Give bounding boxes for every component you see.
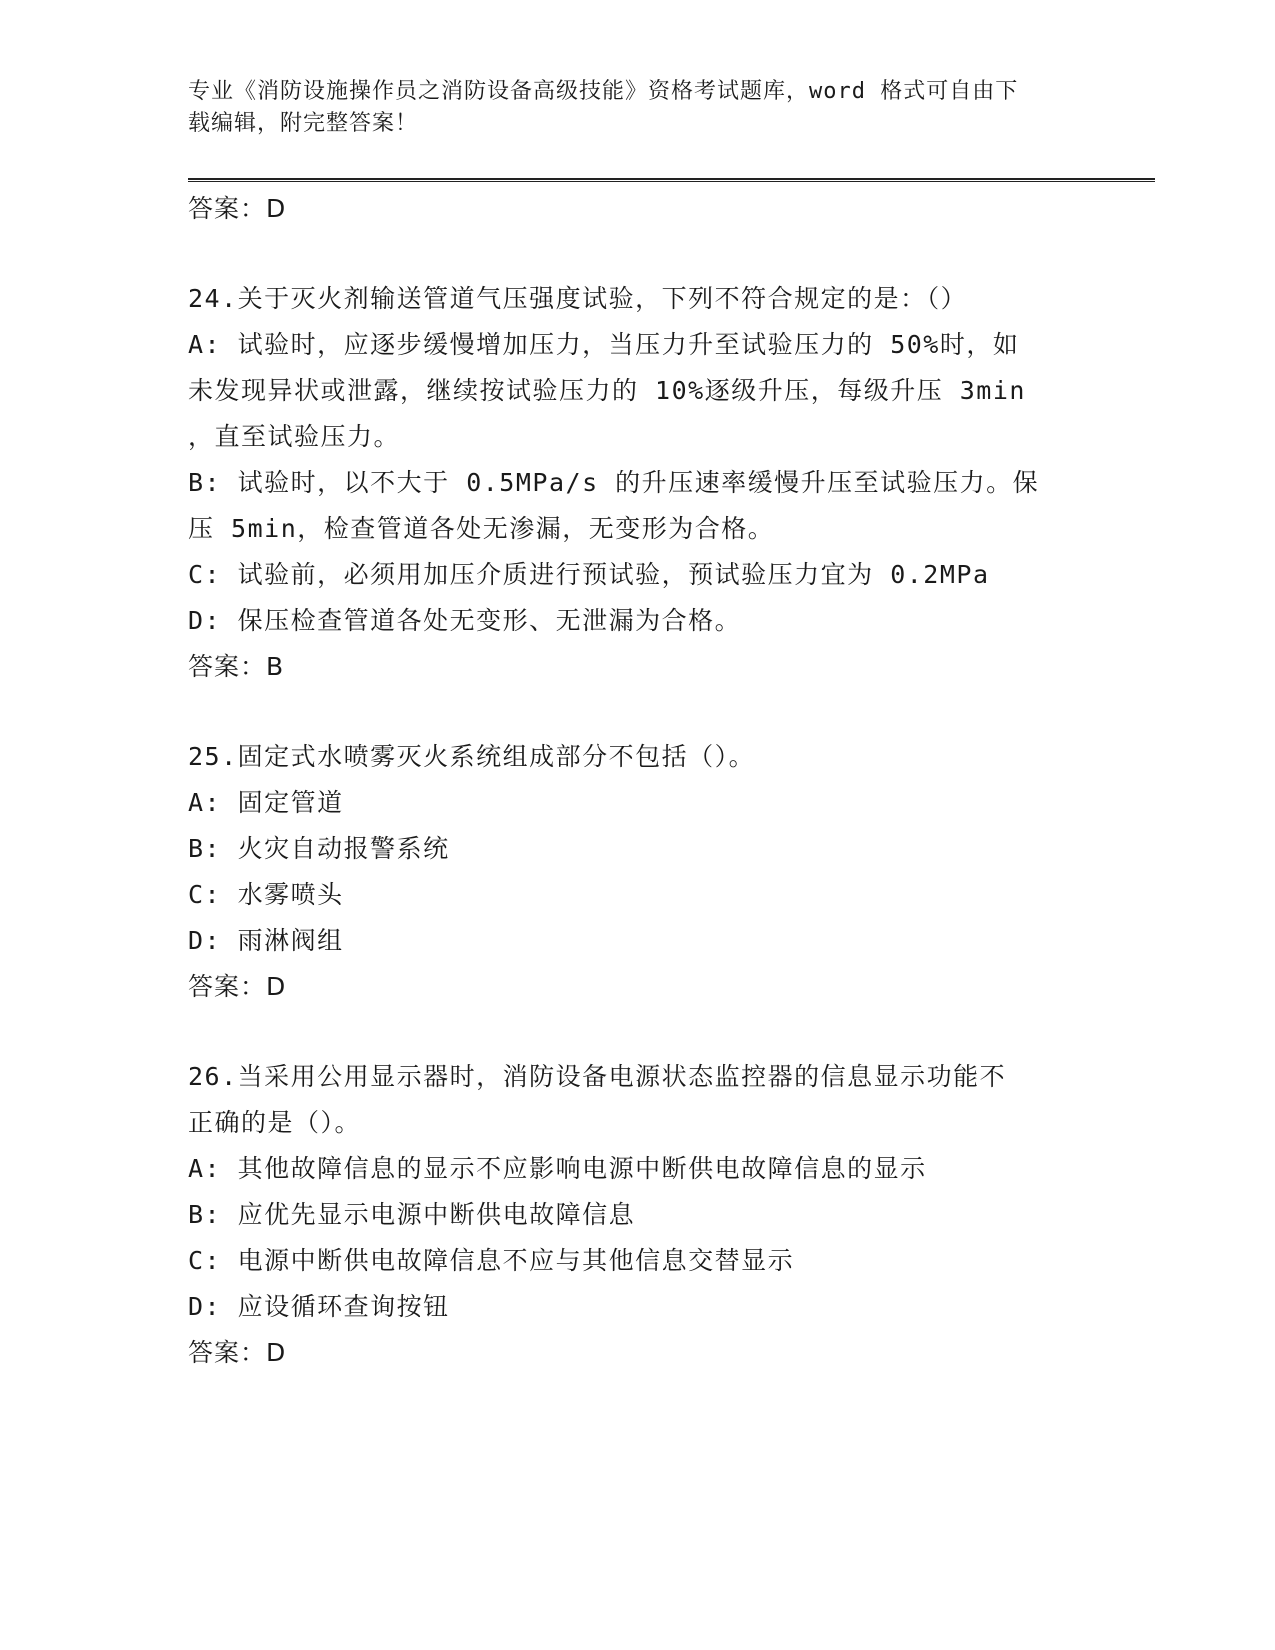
option-line: A: 试验时，应逐步缓慢增加压力，当压力升至试验压力的 50%时，如 [188, 330, 1020, 359]
question-block [188, 734, 1088, 1010]
answer-line: 答案：B [188, 652, 285, 681]
option-line: D: 应设循环查询按钮 [188, 1292, 450, 1321]
option-line: 未发现异状或泄露，继续按试验压力的 10%逐级升压，每级升压 3min [188, 376, 1026, 405]
option-line: D: 保压检查管道各处无变形、无泄漏为合格。 [188, 606, 742, 635]
answer-line: 答案：D [188, 972, 287, 1001]
question-block [188, 276, 1088, 690]
option-line: C: 电源中断供电故障信息不应与其他信息交替显示 [188, 1246, 795, 1275]
spacer [188, 232, 1088, 276]
option-line: ，直至试验压力。 [188, 422, 401, 451]
question-text: 正确的是（）。 [188, 1108, 362, 1137]
option-line: D: 雨淋阀组 [188, 926, 344, 955]
document-body [188, 186, 1088, 1376]
option-line: B: 应优先显示电源中断供电故障信息 [188, 1200, 636, 1229]
option-line: B: 试验时，以不大于 0.5MPa/s 的升压速率缓慢升压至试验压力。保 [188, 468, 1040, 497]
option-line: A: 固定管道 [188, 788, 344, 817]
spacer [188, 1010, 1088, 1054]
option-line: C: 水雾喷头 [188, 880, 344, 909]
option-line: B: 火灾自动报警系统 [188, 834, 450, 863]
option-line: 压 5min，检查管道各处无渗漏，无变形为合格。 [188, 514, 775, 543]
answer-line: 答案：D [188, 194, 287, 223]
header-line-1: 专业《消防设施操作员之消防设备高级技能》资格考试题库，word 格式可自由下 [188, 79, 1019, 104]
spacer [188, 690, 1088, 734]
question-block [188, 1054, 1088, 1376]
answer-line: 答案：D [188, 1338, 287, 1367]
option-line: A: 其他故障信息的显示不应影响电源中断供电故障信息的显示 [188, 1154, 927, 1183]
question-text: 26.当采用公用显示器时，消防设备电源状态监控器的信息显示功能不 [188, 1062, 1007, 1091]
document-header [188, 76, 1068, 140]
header-line-2: 载编辑，附完整答案！ [188, 111, 419, 136]
question-text: 24.关于灭火剂输送管道气压强度试验，下列不符合规定的是：（） [188, 284, 968, 313]
question-text: 25.固定式水喷雾灭火系统组成部分不包括（）。 [188, 742, 756, 771]
option-line: C: 试验前，必须用加压介质进行预试验，预试验压力宜为 0.2MPa [188, 560, 990, 589]
header-divider [188, 178, 1155, 182]
